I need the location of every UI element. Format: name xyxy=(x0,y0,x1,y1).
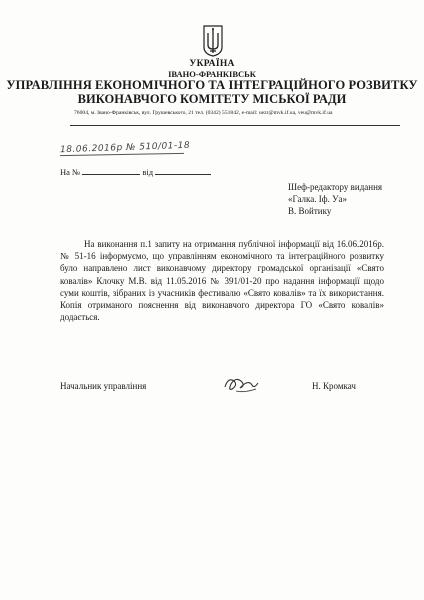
signer-position: Начальник управління xyxy=(60,381,147,391)
number-label: На № xyxy=(60,167,81,177)
addressee-line1: Шеф-редактору видання xyxy=(288,182,383,192)
country-title: УКРАЇНА xyxy=(189,59,235,69)
number-blank xyxy=(82,166,140,175)
coat-of-arms-icon xyxy=(203,25,223,57)
org-address: 76004, м. Івано-Франківськ, вул. Грушевського, 21 тел. (0342) 551842, e-mail: uezr@mvk.if.ua, veu@mvk.if.ua xyxy=(74,110,333,116)
date-label: від xyxy=(142,167,154,177)
addressee-line2: «Галка. Іф. Уа» xyxy=(288,194,347,204)
addressee-block xyxy=(288,181,382,217)
signature-icon xyxy=(222,373,262,397)
city-title: ІВАНО-ФРАНКІВСЬК xyxy=(168,69,256,79)
date-blank xyxy=(155,166,211,175)
handwritten-registration: 18.06.2016р № 510/01-18 xyxy=(59,140,191,156)
signer-name: Н. Кромкач xyxy=(312,381,356,391)
body-paragraph: На виконання п.1 запиту на отримання публічної інформації від 16.06.2016р. № 51-16 інформуємо, що управлінням економічного та інтеграційного розвитку було направлено лист виконавчому директору громадської організації «Свято ковалів» Клочку М.В. від 11.05.2016 № 391/01-20 про надання інформації щодо суми коштів, зібраних із учасників фестивалю «Свято ковалів» та їх використання. Копія отриманого пояснення від виконавчого директора ГО «Свято ковалів» додається. xyxy=(60,239,384,323)
reference-line xyxy=(60,166,211,177)
addressee-line3: В. Войтику xyxy=(288,206,332,216)
header-divider xyxy=(70,125,400,126)
org-title-line2: ВИКОНАВЧОГО КОМІТЕТУ МІСЬКОЇ РАДИ xyxy=(77,92,347,106)
org-title-line1: УПРАВЛІННЯ ЕКОНОМІЧНОГО ТА ІНТЕГРАЦІЙНОГО РОЗВИТКУ xyxy=(6,78,418,92)
letter-body xyxy=(60,238,384,323)
